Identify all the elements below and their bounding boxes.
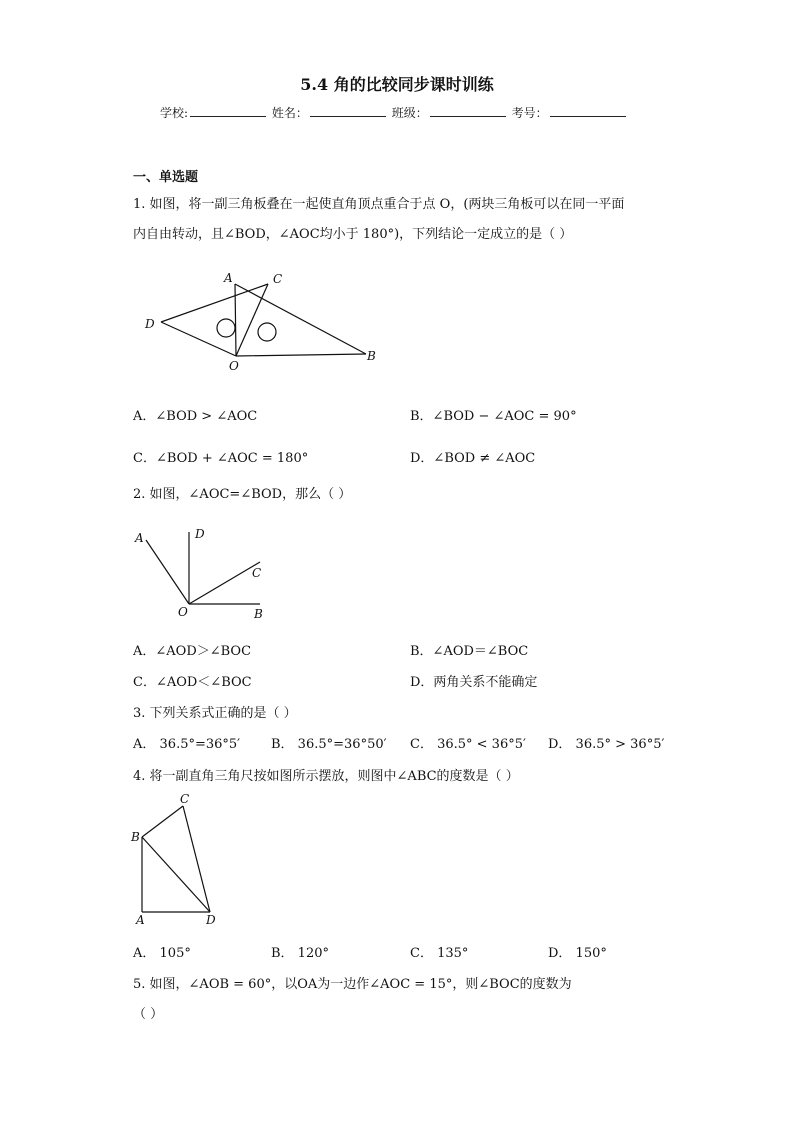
name-label: 姓名： xyxy=(271,106,308,120)
q4-label-D: D xyxy=(206,913,216,927)
q5-stem-line1: 5. 如图，∠AOB = 60°，以OA为一边作∠AOC = 15°，则∠BOC的度数为 xyxy=(133,977,572,992)
q2-label-O: O xyxy=(178,605,188,619)
q1-option-d[interactable]: D．∠BOD ≠ ∠AOC xyxy=(410,451,536,466)
q2-label-B: B xyxy=(254,607,263,621)
q1-label-A: A xyxy=(224,271,233,285)
q1-figure xyxy=(140,266,380,376)
q3-stem: 3. 下列关系式正确的是（ ） xyxy=(133,706,297,721)
school-blank xyxy=(190,105,266,117)
q4-stem: 4. 将一副直角三角尺按如图所示摆放，则图中∠ABC的度数是（ ） xyxy=(133,769,519,784)
q1-stem-line2: 内自由转动，且∠BOD，∠AOC均小于 180°)，下列结论一定成立的是（ ） xyxy=(133,227,573,242)
class-blank xyxy=(430,105,506,117)
q4-option-a[interactable]: A． 105° xyxy=(133,946,191,961)
q2-label-D: D xyxy=(195,527,205,541)
q2-option-b[interactable]: B．∠AOD＝∠BOC xyxy=(410,644,529,659)
q1-line-OB xyxy=(236,354,366,356)
q2-option-c[interactable]: C．∠AOD＜∠BOC xyxy=(133,675,252,690)
q2-label-A: A xyxy=(135,531,144,545)
q1-hole-left xyxy=(217,319,235,337)
q1-label-B: B xyxy=(367,349,376,363)
q3-option-d[interactable]: D． 36.5° > 36°5′ xyxy=(548,737,665,752)
q3-option-c[interactable]: C． 36.5° < 36°5′ xyxy=(410,737,526,752)
q2-figure xyxy=(130,524,280,624)
q1-label-O: O xyxy=(229,359,239,373)
q4-line-BD xyxy=(142,837,210,912)
class-label: 班级： xyxy=(391,106,428,120)
q4-option-d[interactable]: D． 150° xyxy=(548,946,607,961)
q1-option-c[interactable]: C．∠BOD + ∠AOC = 180° xyxy=(133,451,309,466)
q4-figure xyxy=(128,790,228,930)
q1-stem-line1: 1. 如图，将一副三角板叠在一起使直角顶点重合于点 O，(两块三角板可以在同一平面 xyxy=(133,197,625,212)
q1-label-D: D xyxy=(145,317,155,331)
q2-ray-OC xyxy=(189,562,260,604)
q1-option-b[interactable]: B．∠BOD − ∠AOC = 90° xyxy=(410,409,577,424)
q1-label-C: C xyxy=(273,272,283,286)
section-heading: 一、单选题 xyxy=(133,170,199,185)
q2-ray-OA xyxy=(146,540,189,604)
q2-option-a[interactable]: A．∠AOD＞∠BOC xyxy=(133,644,252,659)
q4-line-CD xyxy=(183,806,210,912)
q1-line-DO xyxy=(161,322,236,356)
page-title: 5.4 角的比较同步课时训练 xyxy=(300,75,494,94)
exam-no-label: 考号： xyxy=(511,106,548,120)
q3-option-a[interactable]: A． 36.5°=36°5′ xyxy=(133,737,241,752)
name-blank xyxy=(310,105,386,117)
school-label: 学校: xyxy=(160,106,189,120)
q2-stem: 2. 如图，∠AOC=∠BOD，那么（ ） xyxy=(133,487,352,502)
q3-option-b[interactable]: B． 36.5°=36°50′ xyxy=(271,737,387,752)
q1-line-CO xyxy=(236,284,268,356)
q1-hole-right xyxy=(258,323,276,341)
q1-line-AB xyxy=(235,284,366,354)
q5-stem-line2: （ ） xyxy=(133,1007,164,1022)
exam-no-blank xyxy=(550,105,626,117)
q2-label-C: C xyxy=(252,566,262,580)
q2-option-d[interactable]: D．两角关系不能确定 xyxy=(410,675,538,690)
student-info-line xyxy=(160,104,628,121)
q4-option-c[interactable]: C． 135° xyxy=(410,946,469,961)
q4-label-B: B xyxy=(131,830,140,844)
q4-line-BC xyxy=(142,806,183,837)
q4-label-A: A xyxy=(136,913,145,927)
q4-label-C: C xyxy=(180,792,190,806)
q1-option-a[interactable]: A．∠BOD > ∠AOC xyxy=(133,409,258,424)
q4-option-b[interactable]: B． 120° xyxy=(271,946,329,961)
q1-line-DC xyxy=(161,284,268,322)
